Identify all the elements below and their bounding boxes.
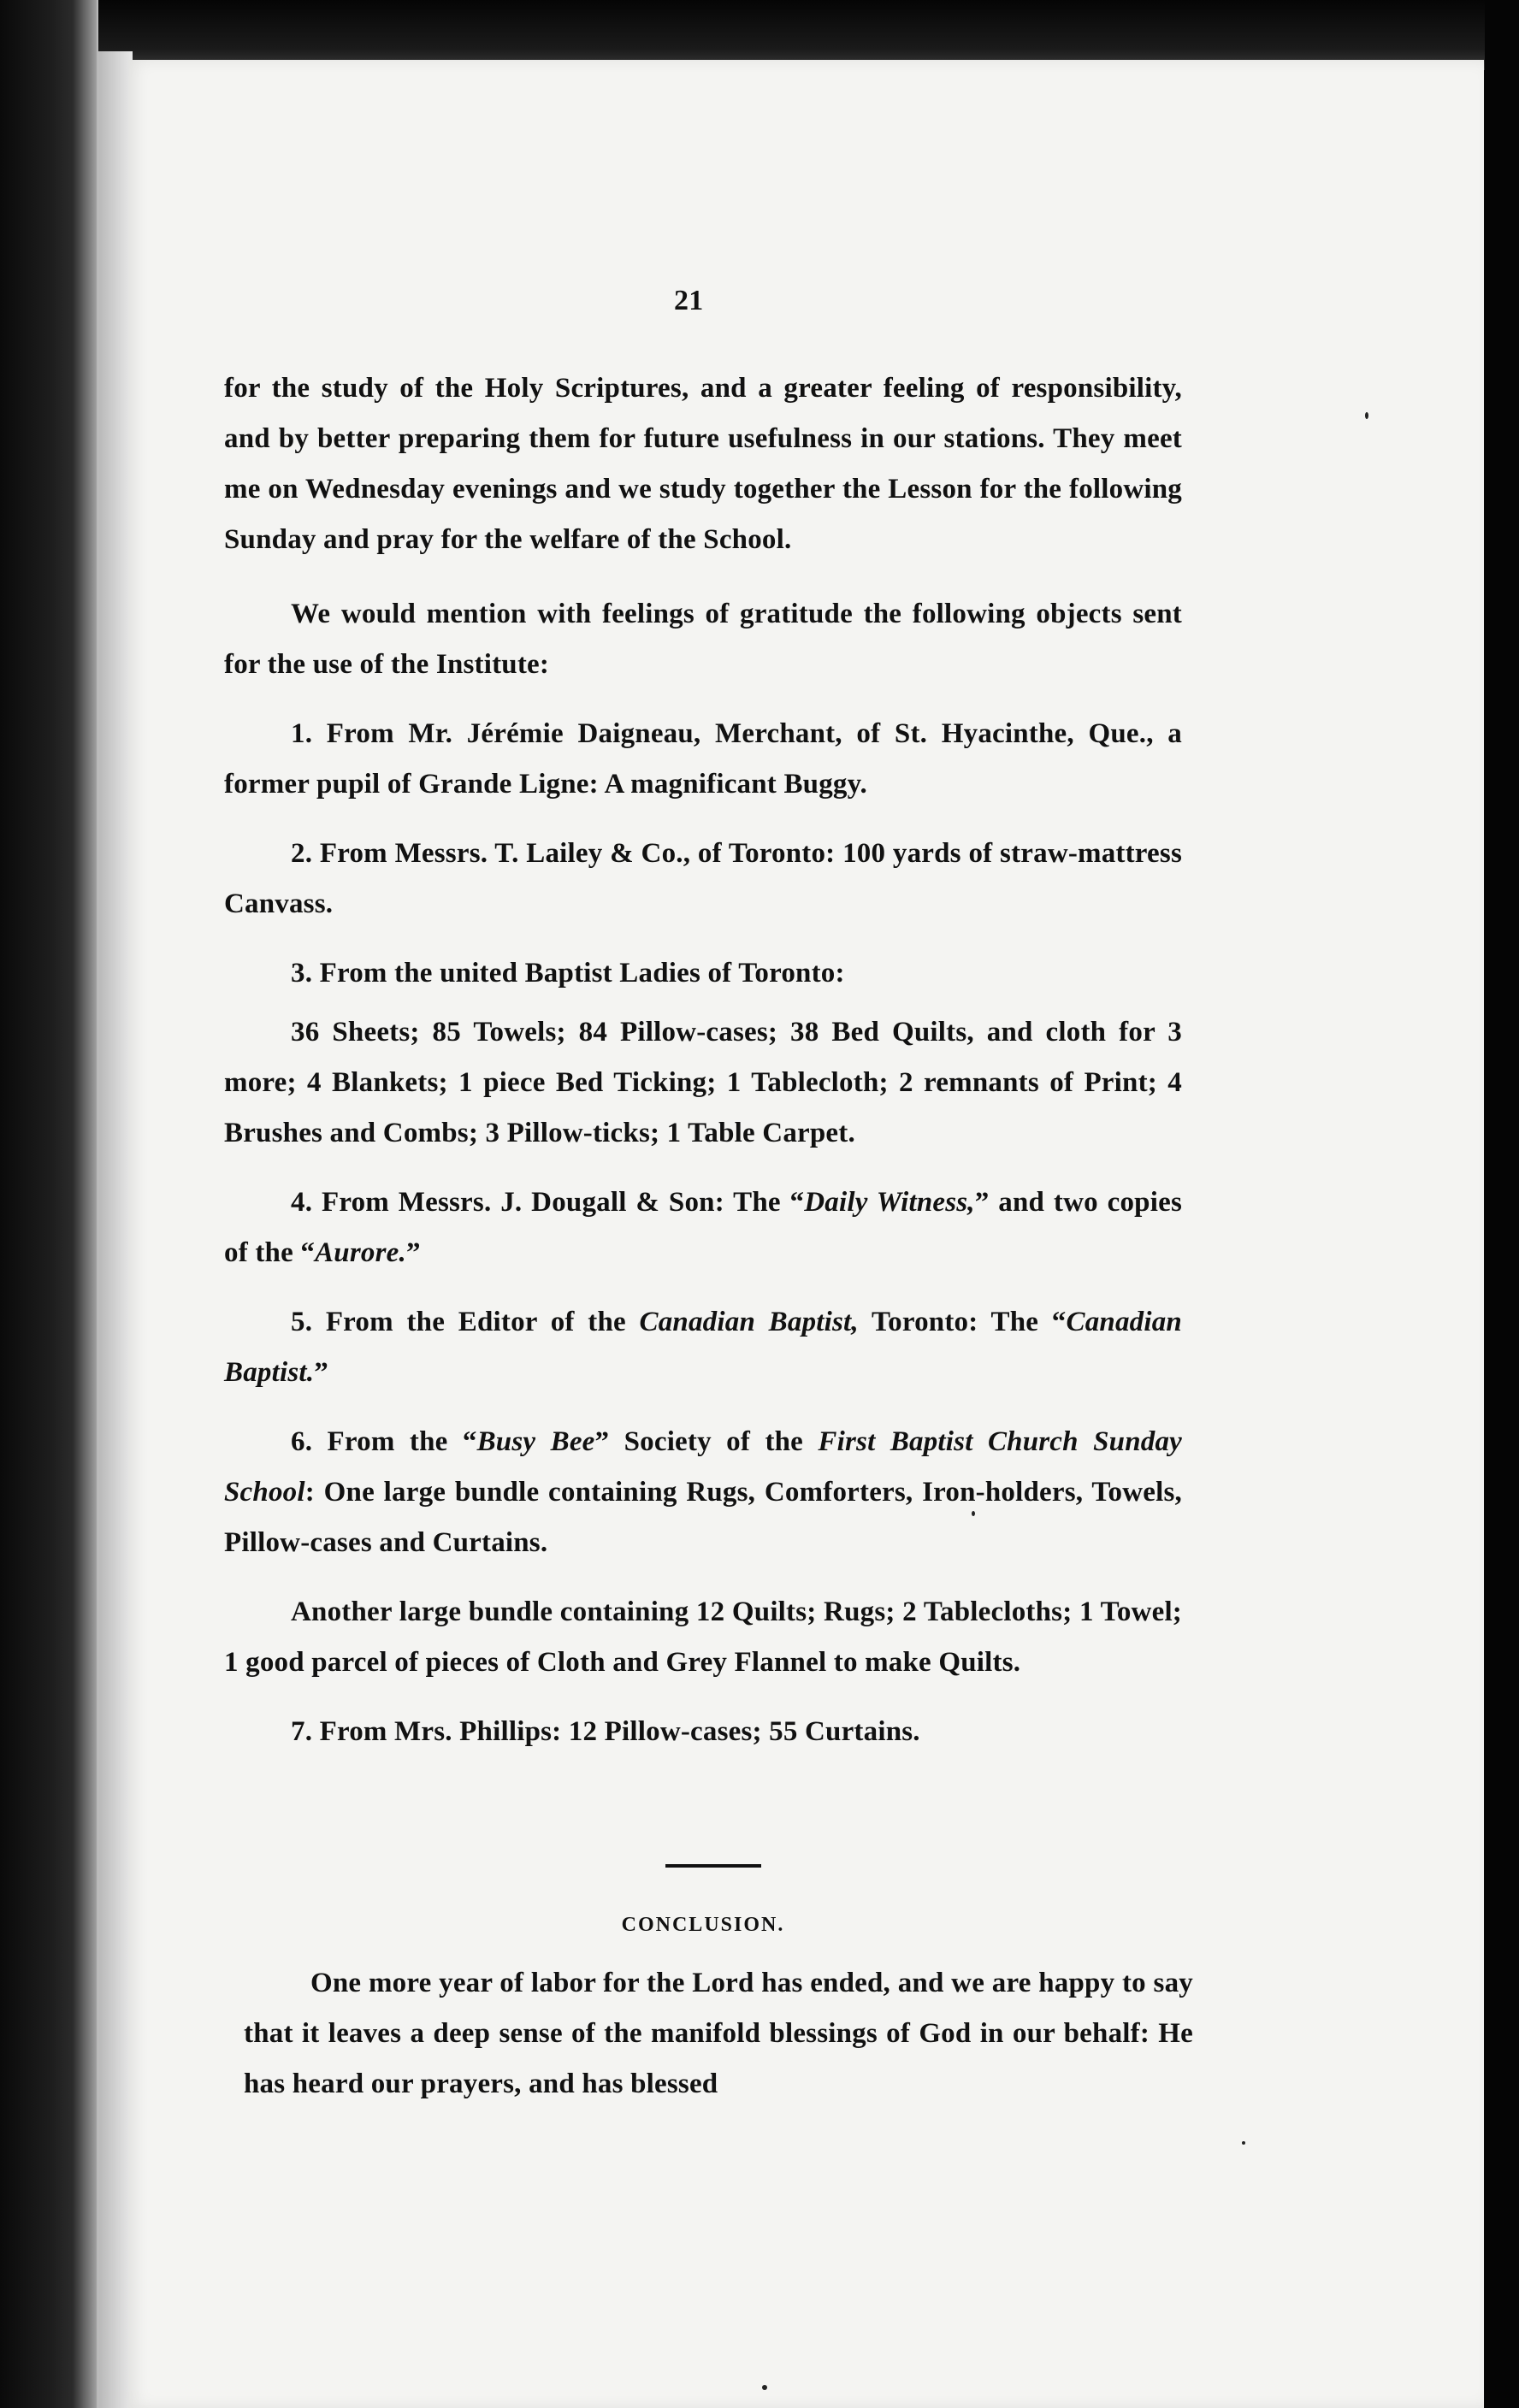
list-item-5: 5. From the Editor of the Canadian Baptist, Toronto: The “Canadian Baptist.” [224, 1307, 1182, 1388]
scan-speck [762, 2385, 767, 2390]
scan-speck [1242, 2141, 1245, 2145]
section-divider [665, 1864, 761, 1868]
conclusion-section [244, 1958, 1193, 2110]
paragraph-study: for the study of the Holy Scriptures, and a greater feeling of responsibility, and by better preparing them for future usefulness in our stations. They meet me on Wednesday evenings and we study together the Lesson for the following Sunday and pray for the welfare of the School. [224, 373, 1182, 555]
conclusion-paragraph: One more year of labor for the Lord has ended, and we are happy to say that it leaves a deep sense of the manifold blessings of God in our behalf: He has heard our prayers, and has blessed [244, 1968, 1193, 2099]
list-item-4: 4. From Messrs. J. Dougall & Son: The “Daily Witness,” and two copies of the “Aurore.” [224, 1187, 1182, 1268]
scan-left-border [0, 0, 98, 2408]
scan-right-border [1485, 0, 1519, 2408]
list-item-7: 7. From Mrs. Phillips: 12 Pillow-cases; 55 Curtains. [291, 1716, 920, 1747]
body-text [224, 282, 1182, 1757]
paragraph-gratitude: We would mention with feelings of gratitude the following objects sent for the use of the Institute: [224, 599, 1182, 680]
list-item-3-body: 36 Sheets; 85 Towels; 84 Pillow-cases; 38 Bed Quilts, and cloth for 3 more; 4 Blankets; 1 piece Bed Ticking; 1 Tablecloth; 2 remnants of Print; 4 Brushes and Combs; 3 Pillow-ticks; 1 Table Carpet. [224, 1017, 1182, 1148]
page-number: 21 [674, 285, 704, 316]
list-item-2: 2. From Messrs. T. Lailey & Co., of Toronto: 100 yards of straw-mattress Canvass. [224, 838, 1182, 919]
list-item-1: 1. From Mr. Jérémie Daigneau, Merchant, of St. Hyacinthe, Que., a former pupil of Grande Ligne: A magnificant Buggy. [224, 718, 1182, 800]
conclusion-heading: CONCLUSION. [621, 1914, 785, 1936]
list-item-3-heading: 3. From the united Baptist Ladies of Toronto: [291, 958, 845, 989]
page-binding-shadow [98, 51, 133, 2408]
list-item-6-continued: Another large bundle containing 12 Quilts; Rugs; 2 Tablecloths; 1 Towel; 1 good parcel of pieces of Cloth and Grey Flannel to make Quilts. [224, 1596, 1182, 1678]
scan-speck [1365, 412, 1368, 419]
list-item-6: 6. From the “Busy Bee” Society of the First Baptist Church Sunday School: One large bundle containing Rugs, Comforters, Iron-holders, Towels, Pillow-cases and Curtains. [224, 1426, 1182, 1558]
